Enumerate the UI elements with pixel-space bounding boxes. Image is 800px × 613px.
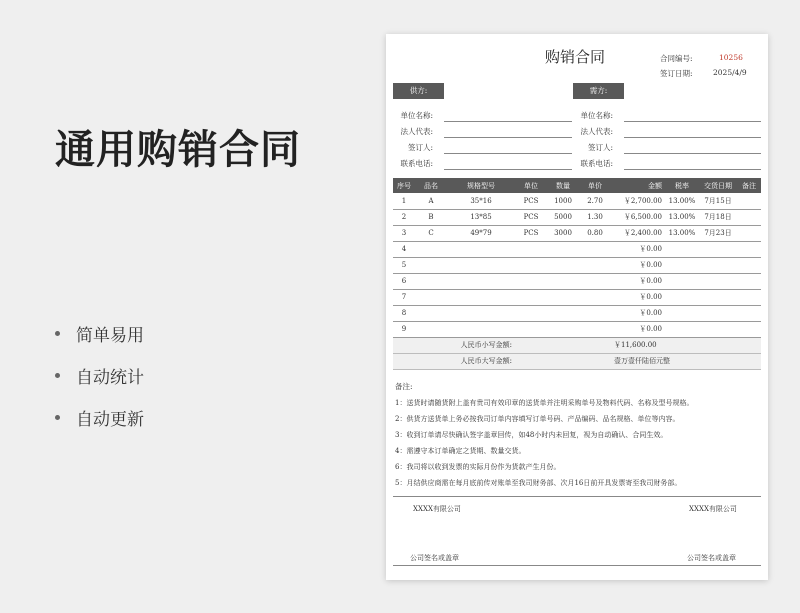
contract-number-value: 10256 [719,53,743,62]
table-cell [447,305,515,321]
col-header: 交货日期 [699,178,737,193]
total-small-label: 人民币小写金额: [393,337,515,353]
col-header: 备注 [737,178,761,193]
table-cell: ￥0.00 [611,257,665,273]
table-row [393,225,761,241]
table-cell [579,321,611,337]
table-cell [737,225,761,241]
table-cell [415,305,447,321]
note-item: 4：需遵守本订单确定之货期、数量交货。 [395,447,526,455]
table-cell: 8 [393,305,415,321]
table-header-row [393,178,761,193]
table-cell: 1000 [547,193,579,209]
table-row [393,273,761,289]
feature-item [55,396,144,438]
table-cell [547,305,579,321]
table-cell [415,257,447,273]
table-cell [665,305,699,321]
table-cell [579,241,611,257]
total-big-label: 人民币大写金额: [393,353,515,369]
table-cell: PCS [515,209,547,225]
table-cell: ￥6,500.00 [611,209,665,225]
table-cell [579,305,611,321]
feature-label: 自动更新 [76,409,144,430]
table-cell [447,273,515,289]
table-row [393,289,761,305]
right-company-name: XXXX有限公司 [689,505,737,513]
buyer-field-label: 单位名称: [580,111,613,120]
table-cell: 1.30 [579,209,611,225]
table-cell [579,273,611,289]
table-cell [515,257,547,273]
table-cell [579,289,611,305]
table-row [393,241,761,257]
contract-number-label: 合同编号: [660,54,693,63]
supplier-field-line [444,137,572,138]
table-cell [737,209,761,225]
table-cell: ￥2,700.00 [611,193,665,209]
table-cell: PCS [515,225,547,241]
table-cell: 5 [393,257,415,273]
table-cell [737,289,761,305]
sign-date-label: 签订日期: [660,69,693,78]
items-table [393,178,761,370]
table-cell: 3 [393,225,415,241]
signature-divider-bottom [393,565,761,566]
table-cell [547,321,579,337]
table-cell [547,257,579,273]
table-cell: 7 [393,289,415,305]
table-cell [699,305,737,321]
contract-sheet [386,34,768,580]
total-small-row [393,337,761,353]
supplier-field-label: 法人代表: [400,127,433,136]
buyer-field-line [624,121,761,122]
table-cell [665,257,699,273]
table-cell [579,257,611,273]
supplier-field-line [444,153,572,154]
buyer-field-label: 签订人: [587,143,613,152]
col-header: 品名 [415,178,447,193]
total-small-value: ￥11,600.00 [611,337,699,353]
table-cell: PCS [515,193,547,209]
table-cell: 1 [393,193,415,209]
table-cell [665,241,699,257]
table-cell [737,321,761,337]
buyer-field-label: 联系电话: [580,159,613,168]
feature-item [55,354,144,396]
table-cell: 13.00% [665,193,699,209]
table-cell [415,273,447,289]
table-cell [737,273,761,289]
table-cell [515,241,547,257]
supplier-field-line [444,169,572,170]
table-cell [699,289,737,305]
total-big-row [393,353,761,369]
table-cell: 7月23日 [699,225,737,241]
bullet-icon [55,415,60,420]
sign-date-value: 2025/4/9 [713,68,747,77]
col-header: 单价 [579,178,611,193]
table-cell [699,241,737,257]
feature-label: 简单易用 [76,325,144,346]
table-cell [699,257,737,273]
table-cell [547,273,579,289]
supplier-tag: 供方: [393,83,444,99]
table-cell: ￥0.00 [611,289,665,305]
note-item: 1：送货时请随货附上盖有贵司有效印章的送货单并注明采购单号及物料代码、名称及型号规格。 [395,399,694,407]
table-cell [699,273,737,289]
table-row [393,193,761,209]
table-cell [699,321,737,337]
table-cell: 7月15日 [699,193,737,209]
table-cell [665,289,699,305]
table-cell [447,241,515,257]
supplier-field-label: 单位名称: [400,111,433,120]
table-cell: A [415,193,447,209]
table-cell: ￥0.00 [611,305,665,321]
left-company-name: XXXX有限公司 [413,505,461,513]
table-cell [737,193,761,209]
table-row [393,257,761,273]
table-cell: 5000 [547,209,579,225]
note-item: 3：收到订单请尽快确认签字盖章回传，如48小时内未回复，视为自动确认、合同生效。 [395,431,668,439]
col-header: 税率 [665,178,699,193]
table-cell [665,321,699,337]
col-header: 数量 [547,178,579,193]
table-cell: 13.00% [665,209,699,225]
bullet-icon [55,373,60,378]
buyer-field-line [624,169,761,170]
table-cell: 9 [393,321,415,337]
right-sign-label: 公司签名或盖章 [687,554,736,562]
signature-divider-top [393,496,761,497]
table-cell: ￥2,400.00 [611,225,665,241]
table-cell: 2.70 [579,193,611,209]
table-cell: 13.00% [665,225,699,241]
note-item: 5：月结供应商需在每月底前传对账单至我司财务部、次月16日前开具发票寄至我司财务部。 [395,479,682,487]
table-cell: 49*79 [447,225,515,241]
table-cell [415,289,447,305]
left-sign-label: 公司签名或盖章 [410,554,459,562]
table-cell [515,289,547,305]
table-cell [415,241,447,257]
table-cell [515,305,547,321]
table-cell [737,305,761,321]
table-cell [515,273,547,289]
note-item: 6：我司将以收到发票的实际月份作为货款产生月份。 [395,463,561,471]
table-cell [515,321,547,337]
col-header: 序号 [393,178,415,193]
contract-title: 购销合同 [544,48,605,66]
buyer-field-line [624,137,761,138]
table-cell: B [415,209,447,225]
table-cell: 2 [393,209,415,225]
table-row [393,209,761,225]
table-cell [737,241,761,257]
table-cell [547,289,579,305]
table-cell [547,241,579,257]
table-cell: ￥0.00 [611,241,665,257]
promo-title: 通用购销合同 [55,127,301,173]
col-header: 规格型号 [447,178,515,193]
supplier-field-label: 签订人: [407,143,433,152]
table-cell: 35*16 [447,193,515,209]
feature-label: 自动统计 [76,367,144,388]
table-row [393,305,761,321]
bullet-icon [55,331,60,336]
feature-item [55,312,144,354]
table-row [393,321,761,337]
table-cell: 0.80 [579,225,611,241]
table-cell: ￥0.00 [611,321,665,337]
table-cell: 4 [393,241,415,257]
table-cell: 3000 [547,225,579,241]
notes-title: 备注: [395,382,413,391]
table-cell: 6 [393,273,415,289]
supplier-field-line [444,121,572,122]
buyer-tag: 需方: [573,83,624,99]
feature-list [55,312,144,438]
table-cell [415,321,447,337]
table-cell: 13*85 [447,209,515,225]
table-cell [447,257,515,273]
col-header: 单位 [515,178,547,193]
table-cell [665,273,699,289]
table-cell: C [415,225,447,241]
buyer-field-line [624,153,761,154]
table-cell: 7月18日 [699,209,737,225]
table-cell [737,257,761,273]
total-big-value: 壹万壹仟陆佰元整 [611,353,699,369]
table-cell [447,289,515,305]
col-header: 金额 [611,178,665,193]
supplier-field-label: 联系电话: [400,159,433,168]
table-cell: ￥0.00 [611,273,665,289]
buyer-field-label: 法人代表: [580,127,613,136]
table-cell [447,321,515,337]
note-item: 2：供货方送货单上务必按我司订单内容填写订单号码、产品编码、品名规格、单位等内容。 [395,415,680,423]
